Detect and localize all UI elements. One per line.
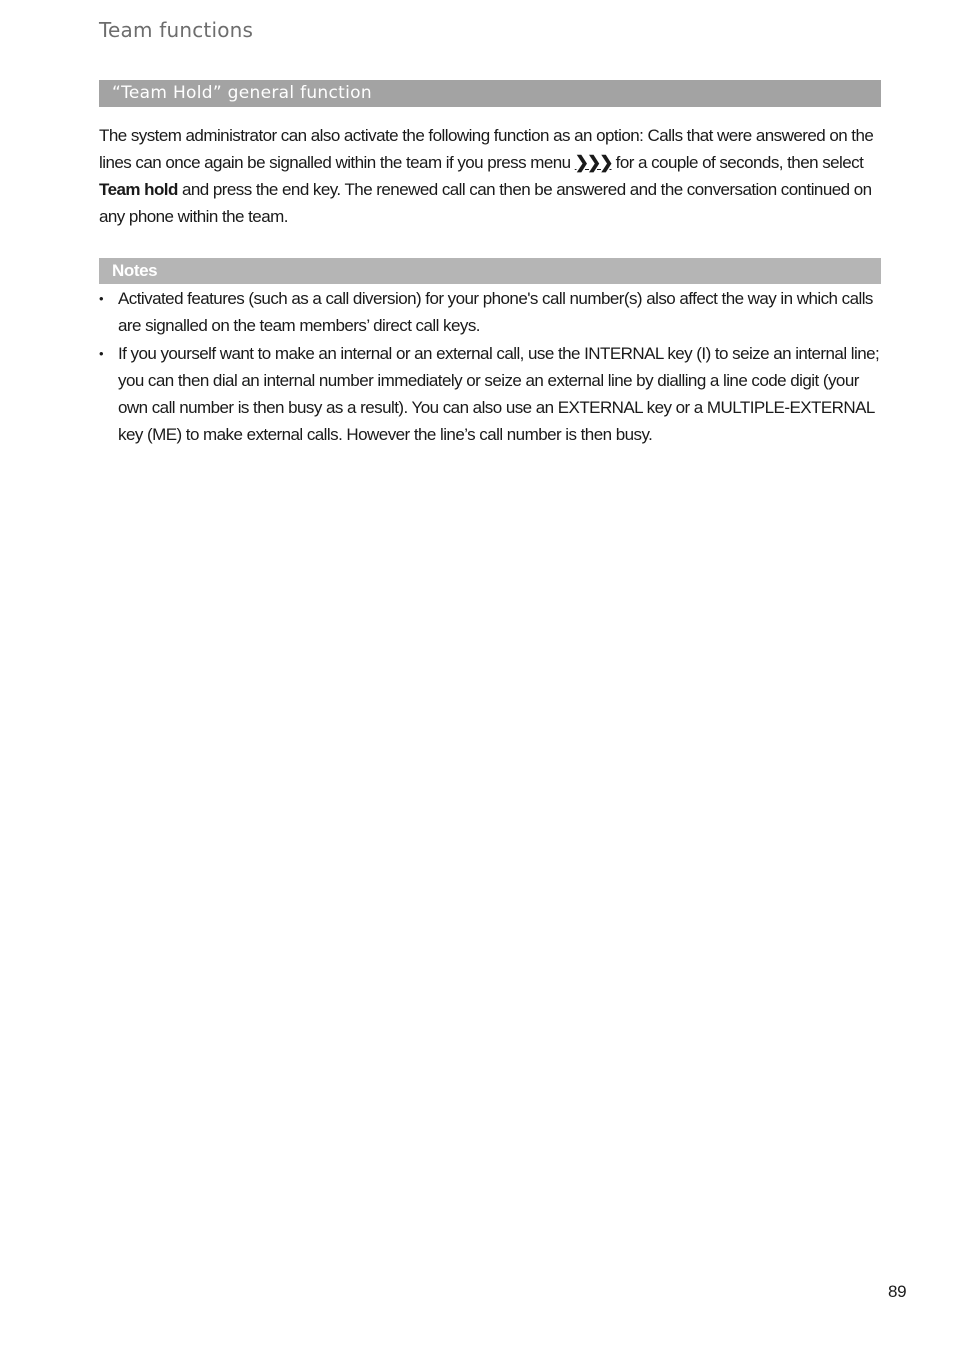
paragraph-text-middle: for a couple of seconds, then select: [611, 153, 864, 172]
bullet-icon: •: [99, 345, 104, 361]
note-text: If you yourself want to make an internal or an external call, use the INTERNAL key (I) to seize an internal line; you can then dial an internal number immediately or seize an external line by dialling a line code digit (your own call number is then busy as a result). You can also use an EXTERNAL key or a MULTIPLE-EXTERNAL key (ME) to make external calls. However the line’s call number is then busy.: [118, 343, 880, 445]
notes-title: Notes: [112, 261, 158, 280]
paragraph-text-end: and press the end key. The renewed call can then be answered and the conversation continued on any phone within the team.: [99, 180, 872, 226]
page-number: 89: [888, 1282, 907, 1301]
running-header: Team functions: [99, 18, 254, 42]
notes-heading-bar: [99, 258, 881, 284]
paragraph-text-start: The system administrator can also activate the following function as an option: Calls that were answered on the lines can once again be signalled within the team if you press menu: [99, 126, 874, 172]
menu-key-icon: ❯❯❯: [574, 153, 612, 172]
section-title: “Team Hold” general function: [112, 83, 372, 103]
section-heading-bar: [99, 80, 881, 107]
note-item: [99, 285, 881, 340]
note-item: [99, 340, 881, 449]
team-hold-term: Team hold: [99, 180, 178, 199]
notes-list: [99, 285, 881, 449]
section-paragraph: [99, 122, 881, 230]
bullet-icon: •: [99, 291, 104, 306]
note-text: Activated features (such as a call diversion) for your phone's call number(s) also affect the way in which calls are signalled on the team members’ direct call keys.: [118, 289, 873, 336]
